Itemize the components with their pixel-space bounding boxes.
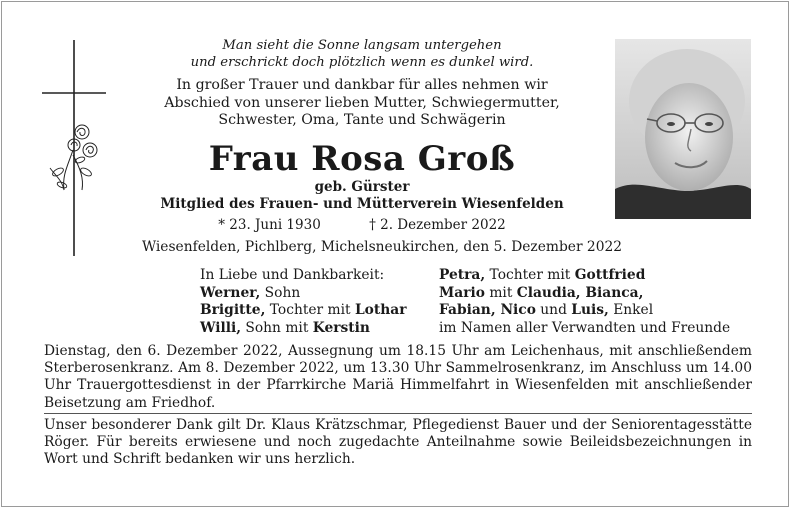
divider (44, 413, 752, 414)
place-and-date: Wiesenfelden, Pichlberg, Michelsneukirchen, den 5. Dezember 2022 (141, 239, 623, 255)
mourner-line: Willi, Sohn mit Kerstin (200, 319, 370, 336)
membership: Mitglied des Frauen- und Mütterverein Wiesenfelden (160, 196, 564, 212)
birth-date: * 23. Juni 1930 (218, 217, 321, 233)
intro-line: In großer Trauer und dankbar für alles nehmen wir (176, 77, 548, 93)
intro-line: Schwester, Oma, Tante und Schwägerin (218, 112, 506, 128)
death-date: † 2. Dezember 2022 (369, 217, 506, 233)
mourner-line: Brigitte, Tochter mit Lothar (200, 302, 407, 318)
maiden-name: geb. Gürster (314, 179, 410, 195)
cross-with-roses-icon (40, 40, 110, 256)
funeral-details: Dienstag, den 6. Dezember 2022, Aussegnung um 18.15 Uhr am Leichenhaus, mit anschließendem Sterberosenkranz. Am 8. Dezember 2022, um 13.30 Uhr Sammelrosenkranz, im Anschluss um 14.00 Uhr Trauergottesdienst in der Pfarrkirche Mariä Himmelfahrt in Wiesenfelden mit anschließender Beisetzung am Friedhof. (44, 343, 752, 411)
thanks-text: Unser besonderer Dank gilt Dr. Klaus Krätzschmar, Pflegedienst Bauer und der Seniorentagesstätte Röger. Für bereits erwiesene und noch zugedachte Anteilnahme sowie Beileidsbezeichnungen in Wort und Schrift bedanken wir uns herzlich. (44, 417, 752, 468)
mourner-line: Mario mit Claudia, Bianca, (439, 284, 644, 301)
mourner-line: Werner, Sohn (200, 284, 301, 301)
obituary-notice (1, 1, 789, 507)
mourner-line: Fabian, Nico und Luis, Enkel (439, 302, 654, 318)
life-dates (132, 217, 592, 234)
poem-line: und erschrickt doch plötzlich wenn es dunkel wird. (190, 55, 534, 70)
mourners-right (439, 267, 759, 337)
mourner-line: Petra, Tochter mit Gottfried (439, 267, 646, 283)
intro-line: Abschied von unserer lieben Mutter, Schwiegermutter, (164, 94, 560, 111)
intro-text (132, 77, 592, 130)
poem-line: Man sieht die Sonne langsam untergehen (222, 38, 502, 53)
mourners-heading: In Liebe und Dankbarkeit: (200, 267, 385, 283)
poem-verse (162, 37, 562, 71)
portrait-photo (615, 39, 751, 219)
mourner-line: im Namen aller Verwandten und Freunde (439, 319, 731, 336)
deceased-name: Frau Rosa Groß (208, 139, 516, 179)
mourners-left (200, 267, 430, 337)
